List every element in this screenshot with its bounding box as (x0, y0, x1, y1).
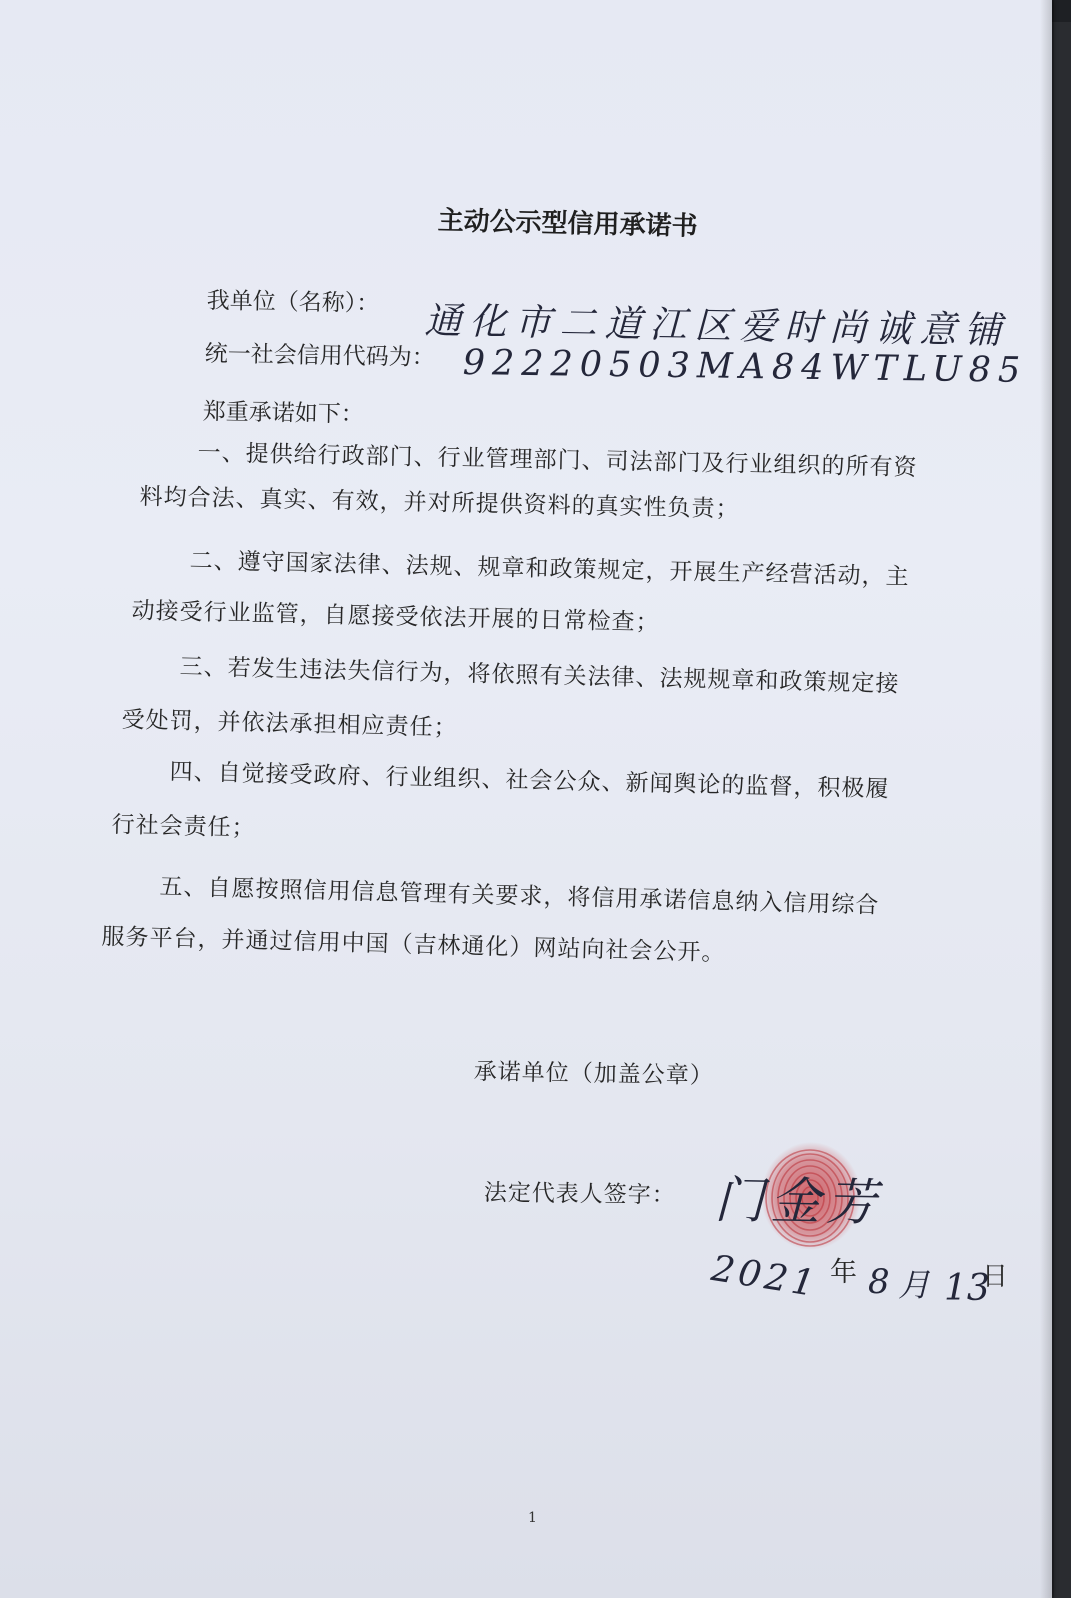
signature-label: 法定代表人签字： (483, 1179, 676, 1209)
credit-code-label: 统一社会信用代码为： (204, 340, 435, 372)
date-day: 13 (944, 1268, 990, 1309)
unit-name-handwritten: 通化市二道江区爱时尚诚意铺 (424, 298, 1010, 353)
clause-4-line-1: 四、自觉接受政府、行业组织、社会公众、新闻舆论的监督，积极履 (169, 758, 890, 803)
page-number: 1 (528, 1510, 537, 1526)
clause-1-line-2: 料均合法、真实、有效，并对所提供资料的真实性负责； (139, 483, 740, 523)
clause-1-line-1: 一、提供给行政部门、行业管理部门、司法部门及行业组织的所有资 (197, 439, 918, 482)
promisor-seal-label: 承诺单位（加盖公章） (473, 1058, 714, 1090)
credit-code-handwritten: 92220503MA84WTLU85 (462, 343, 1028, 391)
unit-name-label: 我单位（名称）： (206, 287, 380, 318)
legal-rep-signature: 门金芳 (713, 1170, 883, 1232)
clause-3-line-1: 三、若发生违法失信行为，将依照有关法律、法规规章和政策规定接 (179, 653, 900, 698)
clause-5-line-1: 五、自愿按照信用信息管理有关要求，将信用承诺信息纳入信用综合 (159, 873, 880, 919)
date-month-char: 月 (898, 1266, 931, 1304)
document-title: 主动公示型信用承诺书 (437, 205, 698, 242)
clause-5-line-2: 服务平台，并通过信用中国（吉林通化）网站向社会公开。 (101, 923, 726, 967)
clause-2-line-1: 二、遵守国家法律、法规、规章和政策规定，开展生产经营活动，主 (189, 547, 910, 591)
clause-4-line-2: 行社会责任； (111, 811, 256, 842)
paper-edge-shadow (1040, 0, 1054, 1598)
date-year: 2021 (708, 1248, 822, 1306)
clause-3-line-2: 受处罚，并依法承担相应责任； (121, 706, 458, 742)
date-month: 8 (868, 1262, 890, 1302)
date-year-char: 年 (830, 1257, 857, 1288)
intro-text: 郑重承诺如下： (202, 398, 364, 428)
date-day-char: 日 (982, 1262, 1009, 1292)
clause-2-line-2: 动接受行业监管，自愿接受依法开展的日常检查； (131, 597, 660, 636)
